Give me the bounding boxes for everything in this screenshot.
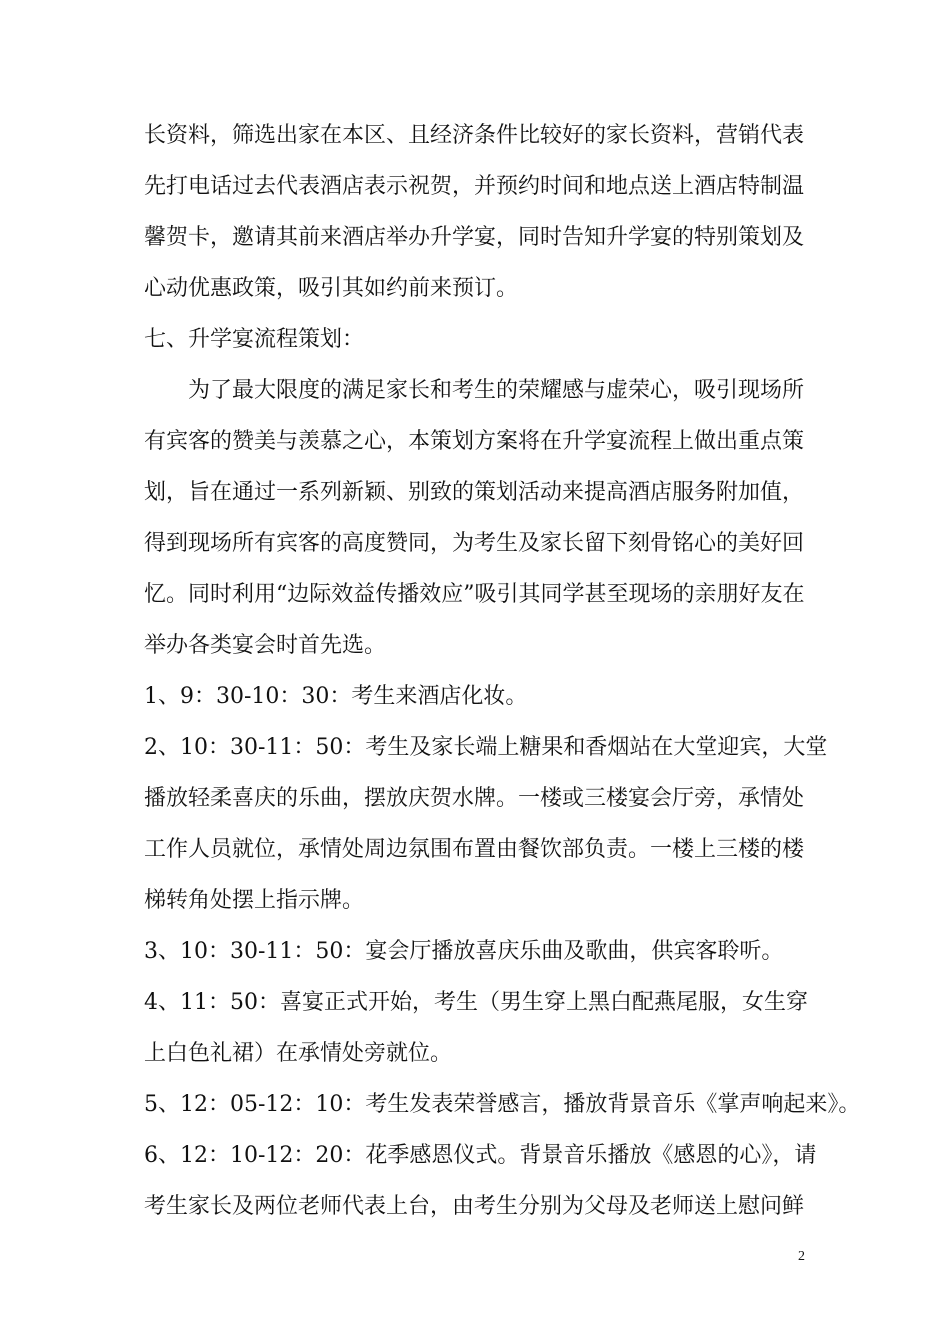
- intro-line: 举办各类宴会时首先选。: [144, 633, 387, 658]
- schedule-line: 2、10：30-11：50：考生及家长端上糖果和香烟站在大堂迎宾，大堂: [144, 735, 828, 760]
- section-heading: 七、升学宴流程策划：: [144, 327, 365, 352]
- paragraph-line: 先打电话过去代表酒店表示祝贺，并预约时间和地点送上酒店特制温: [144, 174, 805, 199]
- schedule-line: 3、10：30-11：50：宴会厅播放喜庆乐曲及歌曲，供宾客聆听。: [144, 939, 784, 964]
- intro-line: 忆。同时利用“边际效益传播效应”吸引其同学甚至现场的亲朋好友在: [144, 582, 805, 607]
- schedule-line: 1、9：30-10：30：考生来酒店化妆。: [144, 684, 528, 709]
- intro-line: 有宾客的赞美与羡慕之心，本策划方案将在升学宴流程上做出重点策: [144, 429, 805, 454]
- paragraph-line: 长资料，筛选出家在本区、且经济条件比较好的家长资料，营销代表: [144, 123, 805, 148]
- schedule-line: 工作人员就位，承情处周边氛围布置由餐饮部负责。一楼上三楼的楼: [144, 837, 805, 862]
- schedule-line: 梯转角处摆上指示牌。: [144, 888, 365, 913]
- schedule-line: 考生家长及两位老师代表上台，由考生分别为父母及老师送上慰问鲜: [144, 1194, 805, 1219]
- schedule-line: 上白色礼裙）在承情处旁就位。: [144, 1041, 453, 1066]
- intro-line: 划，旨在通过一系列新颖、别致的策划活动来提高酒店服务附加值，: [144, 480, 805, 505]
- schedule-line: 4、11：50：喜宴正式开始，考生（男生穿上黑白配燕尾服，女生穿: [144, 990, 808, 1015]
- intro-line: 为了最大限度的满足家长和考生的荣耀感与虚荣心，吸引现场所: [188, 378, 805, 403]
- page-number: 2: [798, 1249, 805, 1264]
- paragraph-line: 馨贺卡，邀请其前来酒店举办升学宴，同时告知升学宴的特别策划及: [144, 225, 805, 250]
- schedule-line: 6、12：10-12：20：花季感恩仪式。背景音乐播放《感恩的心》，请: [144, 1143, 817, 1168]
- schedule-line: 播放轻柔喜庆的乐曲，摆放庆贺水牌。一楼或三楼宴会厅旁，承情处: [144, 786, 805, 811]
- schedule-line: 5、12：05-12：10：考生发表荣誉感言，播放背景音乐《掌声响起来》。: [144, 1092, 861, 1117]
- intro-line: 得到现场所有宾客的高度赞同，为考生及家长留下刻骨铭心的美好回: [144, 531, 805, 556]
- paragraph-line: 心动优惠政策，吸引其如约前来预订。: [144, 276, 519, 301]
